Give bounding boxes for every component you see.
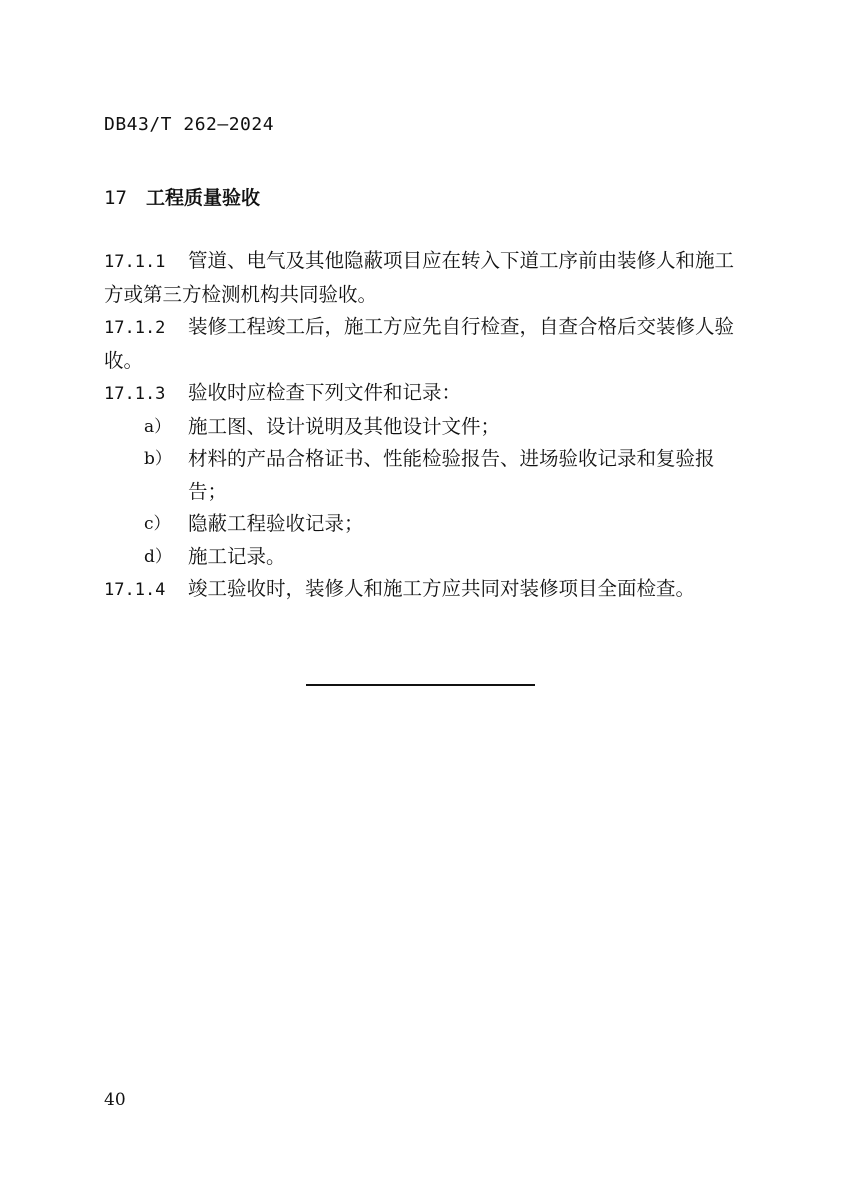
clause-number: 17.1.1: [104, 252, 166, 272]
end-rule: [306, 684, 535, 686]
clause-number: 17.1.3: [104, 384, 166, 404]
list-item-text: 施工记录。: [188, 544, 286, 568]
clause-text: 竣工验收时，装修人和施工方应共同对装修项目全面检查。: [188, 577, 696, 600]
list-item-text: 施工图、设计说明及其他设计文件；: [188, 414, 501, 438]
list-item-a: [104, 411, 744, 444]
page-number: 40: [104, 1090, 126, 1110]
list-item-text: 隐蔽工程验收记录；: [188, 512, 364, 535]
list-item-c: [104, 508, 744, 541]
list-marker: b）: [144, 449, 172, 469]
clause-text: 管道、电气及其他隐蔽项目应在转入下道工序前由装修人和施工方或第三方检测机构共同验收。: [104, 249, 735, 306]
section-heading: [104, 183, 260, 210]
clause-17-1-4: [104, 573, 744, 607]
clause-17-1-1: [104, 245, 744, 311]
clause-text: 验收时应检查下列文件和记录：: [188, 381, 462, 404]
list-item-text: 材料的产品合格证书、性能检验报告、进场验收记录和复验报告；: [188, 447, 715, 503]
clause-17-1-3: [104, 377, 744, 411]
document-body: [104, 245, 744, 607]
list-marker: a）: [144, 416, 172, 437]
clause-number: 17.1.2: [104, 318, 166, 338]
list-marker: c）: [144, 514, 171, 534]
section-number: 17: [104, 187, 127, 209]
list-item-d: [104, 541, 744, 574]
standard-code: DB43/T 262—2024: [104, 114, 275, 135]
list-marker: d）: [144, 546, 172, 567]
list-item-b: [104, 443, 744, 508]
clause-number: 17.1.4: [104, 580, 166, 600]
clause-17-1-2: [104, 311, 744, 377]
clause-text: 装修工程竣工后，施工方应先自行检查，自查合格后交装修人验收。: [104, 315, 735, 372]
section-title-text: 工程质量验收: [146, 187, 261, 209]
